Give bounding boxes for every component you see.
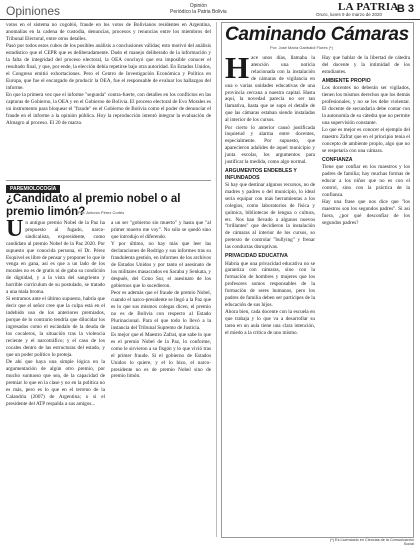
paragraph: votos en el sistema no cogobió, fraude en los votos de Bolivianos residentes en Argentina, anomalías en la cadena de custodia, denuncias, procesos y renuncias entre los miembros del Tribunal Electoral, entre otros detalles. xyxy=(6,22,211,42)
paragraph: Y por último, no hay más que leer las declaraciones de Rodrigo y sus informes tras su fraudulenta gestión, en informes de los archivos de Estados Unidos y por tanto el asesinato de los militares masacrados en Sacaba y Senkata, y después, del Cono Sur, el asesinato de los gobiernos que lo sucedieron. xyxy=(111,241,211,289)
divider xyxy=(6,180,211,181)
opinion-column-2 xyxy=(322,55,410,227)
article-column-1 xyxy=(6,216,105,408)
subheading: AMBIENTE PROPIO xyxy=(322,77,371,84)
paragraph xyxy=(225,50,315,124)
page-number: B 3 xyxy=(396,3,414,15)
paragraph: Hay que hablar de la libertad de cátedra del docente y la intimidad de los estudiantes. xyxy=(322,55,410,75)
section-kicker: PAREMIOLOCOGÍA xyxy=(6,185,60,193)
paragraph: Pasó por todos estos cubos de los posibles análisis a conclusiones válidas; esto motivó del análisis estadístico que el CEPR que es deliberadamente. Dado el manejo deliberado de la información y la falta de integridad del proceso electoral, la OEA concluyó que era imposible conocer el resultado final, y que, por ende, la elección debía repetirse bajo otra autoridad. En Estados Unidos, el Congreso emitió exhortaciones. Pero el Centro de Investigación Económica y Política en Europa, que fue el encargado de producir la OEA, fue el responsable de evaluar los hallazgos del informe. xyxy=(6,43,211,91)
drop-cap: U xyxy=(6,216,24,242)
paragraph: Por cierto lo anterior causó justificada inquietud y alarma entre docentes, especialmente. Por supuesto, que aparecieron adalides de aquel municipio y junta escolar, los argumentos para justificar la medida, como algo normal. xyxy=(225,124,315,166)
paragraph: En que la primera vez que el informe "segunda" contra-fuerte, con detalles en los conflictos en las capturas de Gobierno, la OEA y en el Gobierno de Bolivia. El proceso electoral de Evo Morales es un instrumento para bloquear el "fraude" en el Gobierno de Bolivia como el poder de denunciar el fraude en el informe a la opinión pública. Hoy la reproducción intentó integrar la evaluación de Almagro al proceso. El 20 de marzo. xyxy=(6,92,211,126)
subheading: ARGUMENTOS ENDEBLES Y INFUNDADOS xyxy=(225,168,297,181)
opinion-column-1 xyxy=(225,50,315,338)
paragraph: Tiene que confiar en los maestros y los padres de familia; hay muchas formas de educar a los niños que no es con el control, sino con la práctica de la confianza. xyxy=(322,164,410,198)
paragraph: Hay una frase que nos dice que "los maestros son los segundos padres". Si así fuera, ¿por qué desconfiar de los segundos padres? xyxy=(322,199,410,227)
article-column-2 xyxy=(111,220,211,381)
page-header xyxy=(0,0,420,20)
subheading: CONFIANZA xyxy=(322,156,353,163)
masthead-line-1: Opinión xyxy=(189,3,207,9)
drop-cap: H xyxy=(225,50,250,85)
paragraph: Lo que es mejor es conocer el ejemplo del maestro Zafrat que en el principio tenía el concepto de ambiente propio, algo que no se respetaría con una cámara. xyxy=(322,127,410,154)
masthead-line-2: Periódico la Patria Bolivia xyxy=(170,9,227,15)
author-note: (*) Es Licenciado en Ciencias de la Comunicación Social xyxy=(330,538,414,546)
newspaper-name: LA PATRIA xyxy=(338,1,399,13)
article-byline: Por: Antonio Pérez Cortés xyxy=(78,210,125,215)
masthead-credit xyxy=(170,3,227,15)
paragraph: Si hay que destinar algunos recursos, no de madres y padres o del municipio, lo ideal sería equipar con más herramientas a los colegios, como laboratorios de física y química, bibliotecas de lengua o cultura, etc. Nos han llevado a algunos nuevos "brillantes" que decidieron la instalación de cámaras al interior de los cursos, so pretexto de controlar "bullying" y frenar las conductas disruptivas. xyxy=(225,182,315,251)
paragraph: Si entramos ante el último supuesto, habría que decir que el señor cree que la culpa está en el indebido uso de los anteriores premiados, porque de lo contrario tendría que dilucidar los ingresados como el escándalo de la deuda de los cocaleros, la situación tras la violencia reciente y el narcotráfico; y el caso de los cocales dentro de las estructuras del estado, y que un poder político lo proteja. xyxy=(6,296,105,358)
paragraph: Es mejor que el Maestro Zafrat, que sabe lo que es el premio Nobel de la Paz, lo conforme, como le sirvieron a su fisgón y lo que vivió tras el primer fraude. Si el gobierno de Estados Unidos lo quiere, y el lo hizo, el narco-presidente no es de premio Nobel sino de premio limón. xyxy=(111,332,211,380)
publication-date: Oruro, lunes 9 de marzo de 2020 xyxy=(316,12,383,17)
paragraph-text: n antiguo premio Nobel de la Paz ha propuesto al fugado, narco-sindicalista, expresidente, como candidato al premio Nobel de la Paz 2020. Por supuesto que conocida persona, el Dr. Pérez Esquivel es libre de pensar y proponer lo que le venga en gana, así es que a un lado de los morales no es de gratis ni de gaba su condición de dignidad, y a la vista del sangriento y horrible currículum de su postulado, se tratado a una mala broma. xyxy=(6,220,105,296)
column-divider xyxy=(216,22,217,537)
paragraph-text: ace unos días, llamaba la atención una noticia relacionada con la instalación de cámaras de vigilancia en una o varias unidades educativas de una provincia cercana a nuestra capital. Hasta aquí, la novedad parecía no ser tan llamativa, hasta que se supo el detalle de que las cámaras estaban siendo instaladas al interior de los cursos. xyxy=(225,55,315,124)
subheading: PRIVACIDAD EDUCATIVA xyxy=(225,253,288,260)
paragraph: Peor es además que el fraude de premio Nobel, cuando el narco-presidente se llegó a la Paz que es lo que sus mismos colegas dicen, el premio no es de Bolivia con respecto al Estado Plurinacional. Para el que todo lo llevó a la instancia del Tribunal Supremo de Justicia. xyxy=(111,290,211,331)
paragraph: a un ser "gobierno sin muerto" y hasta que "al primer muerto me voy". No sólo se quedó sino que introdujo el diferendo. xyxy=(111,220,211,240)
column-author: Por: José María Garibaldi Flores (*) xyxy=(270,45,333,50)
article-headline: ¿Candidato al premio nobel o al premio limón? xyxy=(6,193,181,218)
column-title: Caminando Cámaras xyxy=(225,24,409,45)
paragraph: Habría que una privacidad educativa no se garantiza con cámaras, sino con la formación de hombres y mujeres que los profesores somos responsables de la formación de seres humanos, pero los padres de familia deben ser partícipes de la educación de sus hijos. xyxy=(225,260,315,308)
section-label: Opiniones xyxy=(6,4,61,18)
paragraph xyxy=(6,216,105,296)
paragraph: Los docentes no deberán ser vigilados, tienen los mismos derechos que los demás profesionales, y no se les debe violentar. El docente de secundaria debe contar con la autonomía de su cátedra que no permite una supervisión constante. xyxy=(322,85,410,126)
paragraph: Ahora bien, cada docente con la escuela en que trabaja y lo que va a desarrollar su tarea en un aula tiene una clara intención, el miedo a la crítica de uno mismo. xyxy=(225,309,315,337)
paragraph: De ahí que haya una simple lógica en la argumentación de algún otro premio, por mucho suntuoso que sea, de la capacidad de premiar lo que en la clase y no en la política no es más, pero es lo que en el terreno de la Calandria (2007) de Argentina; o si el presidente del ATP respalda a sus amigos... xyxy=(6,359,105,407)
top-article-continuation xyxy=(6,22,211,127)
